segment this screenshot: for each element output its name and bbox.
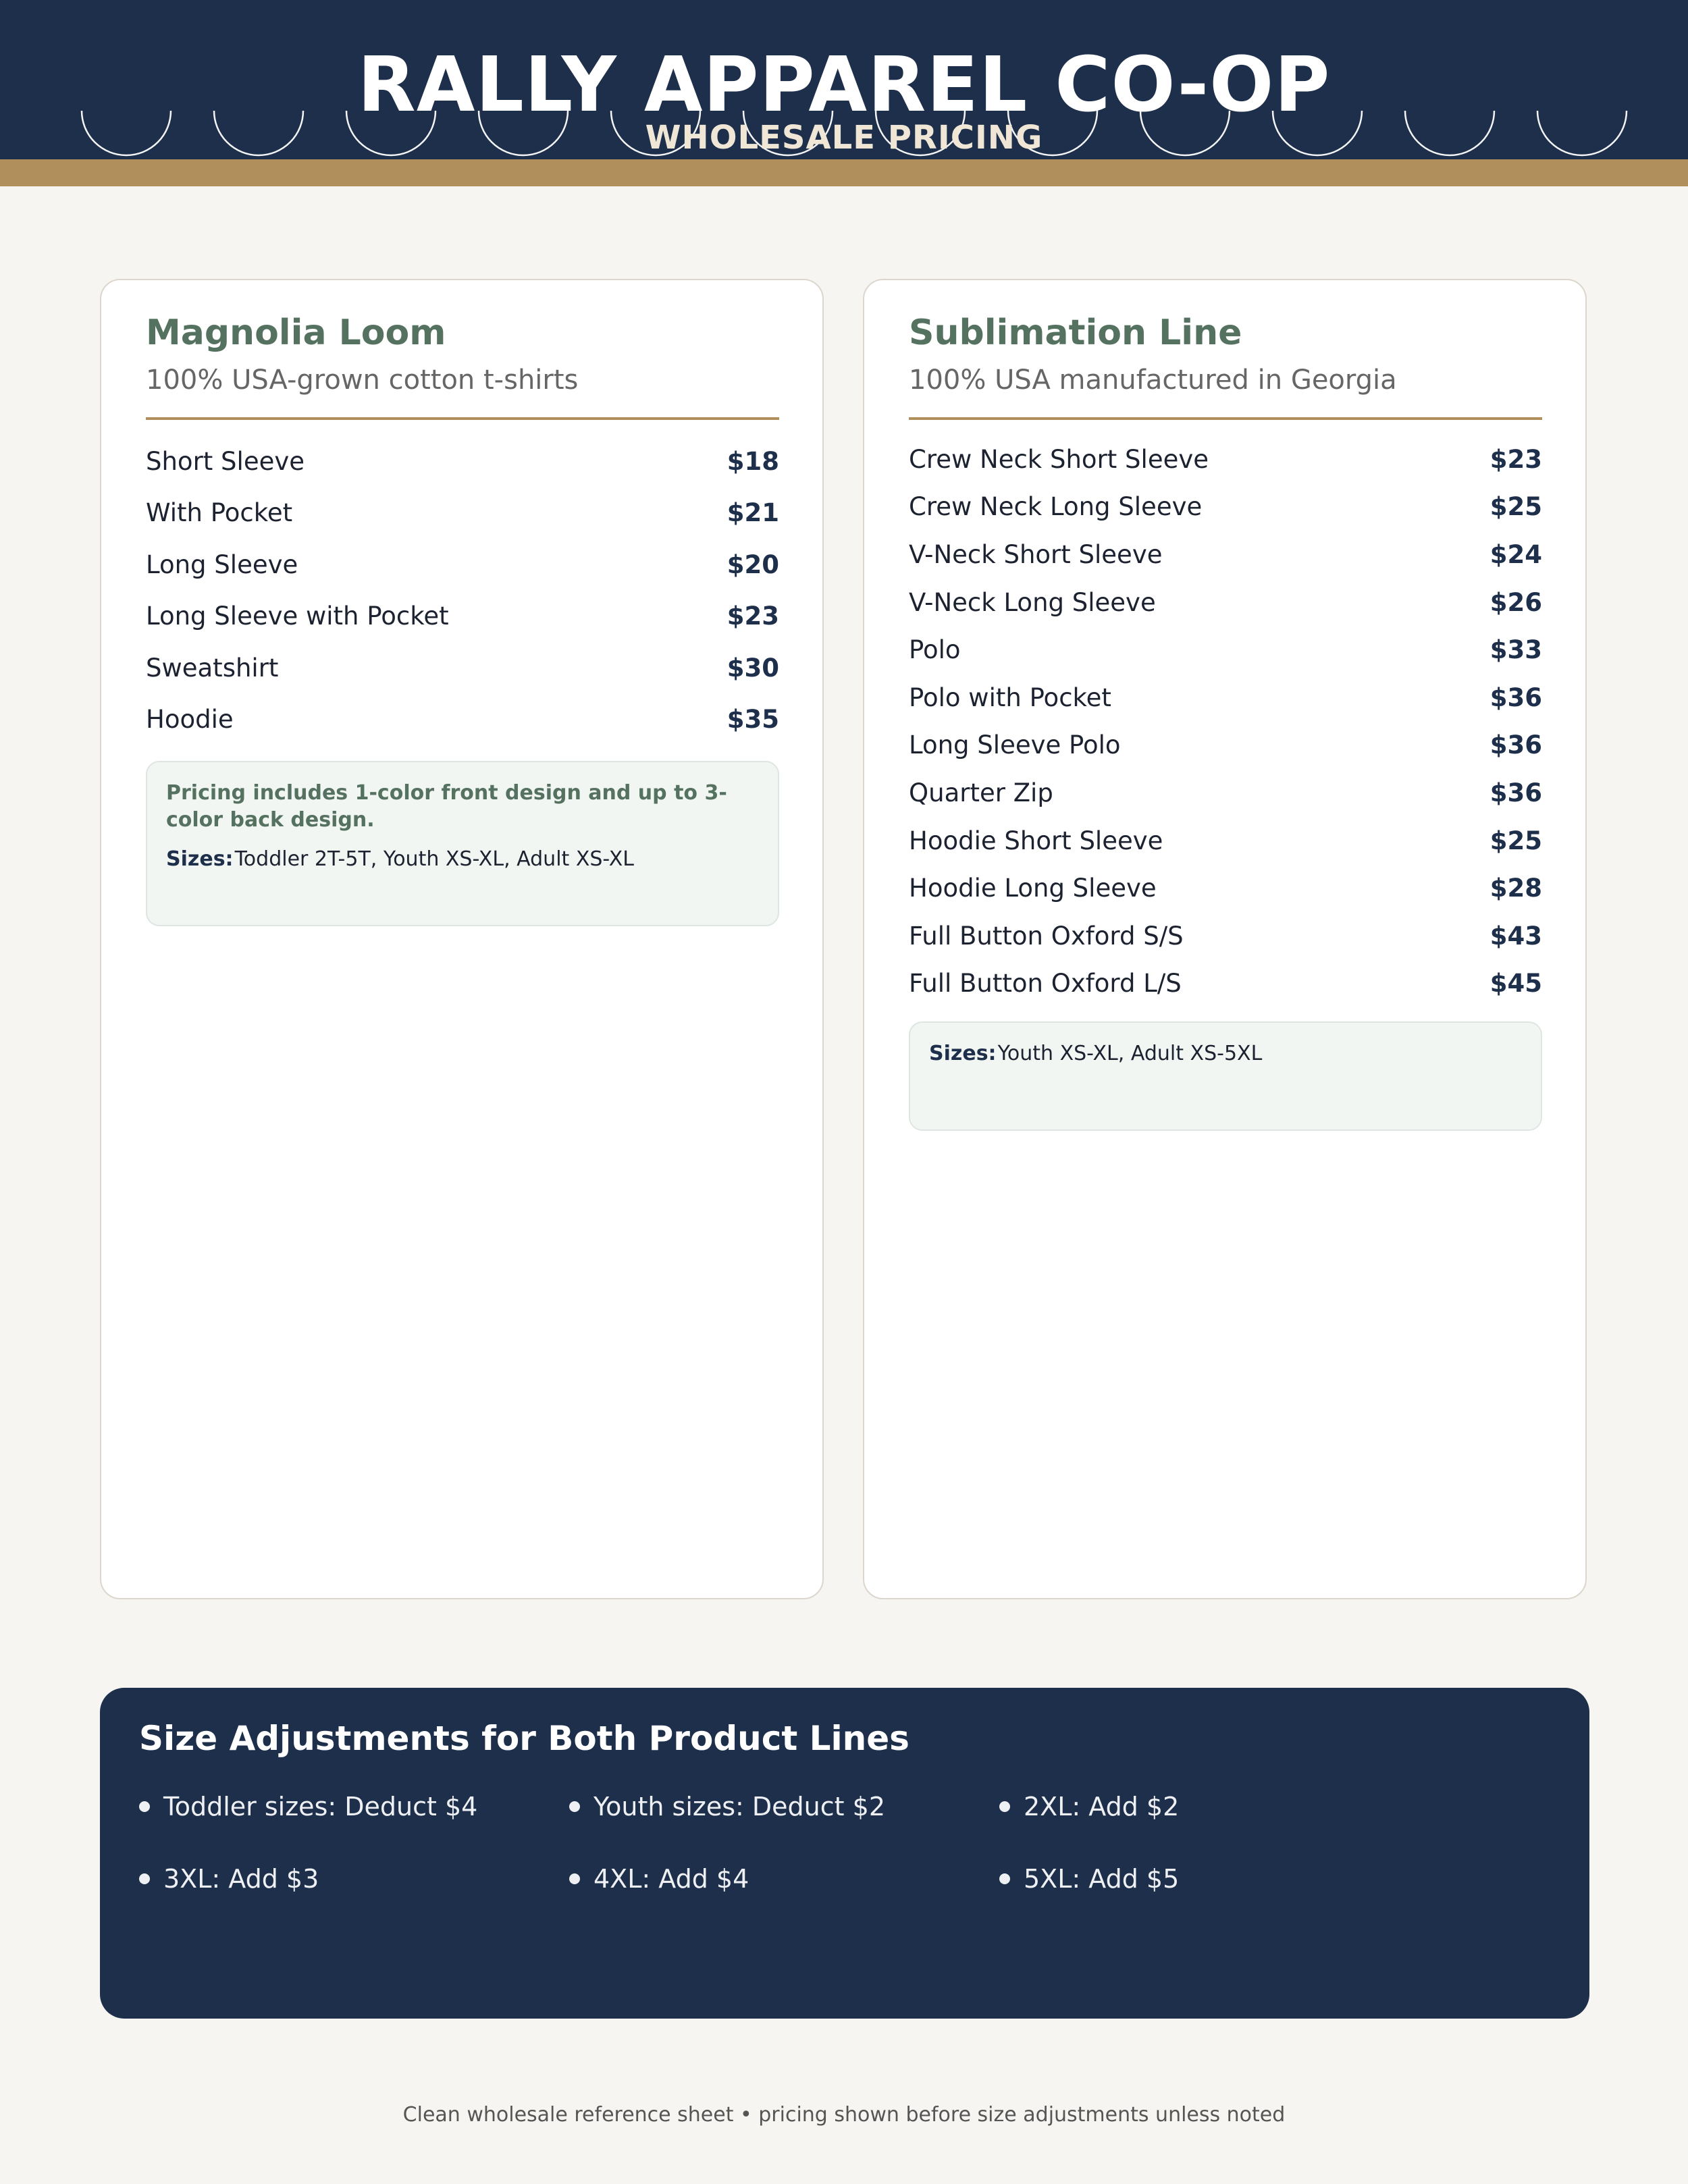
item-name: Quarter Zip bbox=[909, 778, 1053, 807]
price-row bbox=[146, 539, 779, 591]
adjustment-item bbox=[139, 1842, 569, 1915]
item-name: Polo with Pocket bbox=[909, 683, 1111, 712]
price-row bbox=[909, 769, 1542, 817]
price-row bbox=[909, 722, 1542, 770]
item-name: Polo bbox=[909, 635, 961, 665]
bullet-icon bbox=[999, 1801, 1010, 1812]
adjustment-text: 5XL: Add $5 bbox=[1024, 1863, 1180, 1894]
price-list bbox=[146, 435, 779, 745]
price-row bbox=[909, 531, 1542, 579]
gold-divider-band bbox=[0, 159, 1688, 186]
price-row bbox=[146, 435, 779, 487]
item-price: $24 bbox=[1489, 539, 1542, 569]
sizes-value: Toddler 2T-5T, Youth XS-XL, Adult XS-XL bbox=[234, 847, 635, 871]
bullet-icon bbox=[569, 1801, 580, 1812]
item-price: $26 bbox=[1489, 587, 1542, 617]
item-name: Hoodie bbox=[146, 705, 234, 735]
item-name: With Pocket bbox=[146, 498, 293, 528]
item-name: Long Sleeve Polo bbox=[909, 730, 1121, 760]
size-adjustments-panel bbox=[100, 1688, 1589, 2019]
page-subtitle: WHOLESALE PRICING bbox=[645, 119, 1043, 157]
item-price: $25 bbox=[1489, 492, 1542, 522]
adjustment-text: 4XL: Add $4 bbox=[594, 1863, 749, 1894]
price-row bbox=[909, 626, 1542, 674]
card-title: Sublimation Line bbox=[909, 313, 1242, 353]
bullet-icon bbox=[139, 1801, 150, 1812]
card-subtitle: 100% USA-grown cotton t-shirts bbox=[146, 365, 579, 396]
item-price: $18 bbox=[727, 446, 779, 476]
price-row bbox=[909, 579, 1542, 627]
price-list bbox=[909, 435, 1542, 1007]
item-price: $28 bbox=[1489, 874, 1542, 903]
item-price: $35 bbox=[727, 705, 779, 735]
item-name: Sweatshirt bbox=[146, 653, 279, 683]
adjustment-item bbox=[139, 1770, 569, 1842]
item-name: Hoodie Short Sleeve bbox=[909, 826, 1163, 855]
sizes-label: Sizes: bbox=[929, 1042, 997, 1065]
item-price: $20 bbox=[727, 550, 779, 579]
price-row bbox=[146, 642, 779, 694]
adjustment-item bbox=[999, 1770, 1429, 1842]
item-name: V-Neck Short Sleeve bbox=[909, 539, 1163, 569]
item-price: $21 bbox=[727, 498, 779, 528]
sizes-value: Youth XS-XL, Adult XS-5XL bbox=[997, 1042, 1263, 1065]
sizes-label: Sizes: bbox=[166, 847, 234, 871]
item-name: Hoodie Long Sleeve bbox=[909, 874, 1157, 903]
item-price: $33 bbox=[1489, 635, 1542, 665]
sublimation-line-card bbox=[863, 279, 1587, 1599]
item-price: $25 bbox=[1489, 826, 1542, 855]
item-name: Full Button Oxford S/S bbox=[909, 921, 1184, 951]
pricing-note-box bbox=[146, 761, 779, 926]
magnolia-loom-card bbox=[100, 279, 824, 1599]
item-price: $45 bbox=[1489, 969, 1542, 998]
sizes-line bbox=[166, 846, 759, 873]
pricing-note: Pricing includes 1-color front design and up to 3-color back design. bbox=[166, 781, 727, 832]
divider bbox=[146, 417, 779, 420]
item-price: $30 bbox=[727, 653, 779, 683]
footer-note: Clean wholesale reference sheet • pricing shown before size adjustments unless noted bbox=[402, 2103, 1286, 2127]
adjustments-title: Size Adjustments for Both Product Lines bbox=[139, 1719, 909, 1758]
price-row bbox=[909, 817, 1542, 865]
price-row bbox=[146, 591, 779, 643]
item-name: Short Sleeve bbox=[146, 446, 305, 476]
sizes-line bbox=[929, 1040, 1522, 1067]
bullet-icon bbox=[569, 1873, 580, 1884]
card-subtitle: 100% USA manufactured in Georgia bbox=[909, 365, 1397, 396]
header-banner bbox=[0, 0, 1688, 159]
adjustment-item bbox=[999, 1842, 1429, 1915]
item-name: Crew Neck Short Sleeve bbox=[909, 444, 1209, 474]
adjustment-item bbox=[569, 1842, 999, 1915]
adjustment-text: 2XL: Add $2 bbox=[1024, 1791, 1180, 1821]
item-price: $43 bbox=[1489, 921, 1542, 951]
sizes-note-box bbox=[909, 1021, 1542, 1131]
bullet-icon bbox=[999, 1873, 1010, 1884]
item-name: V-Neck Long Sleeve bbox=[909, 587, 1156, 617]
item-name: Long Sleeve bbox=[146, 550, 298, 579]
price-row bbox=[146, 487, 779, 539]
adjustment-text: Youth sizes: Deduct $2 bbox=[594, 1791, 885, 1821]
item-price: $23 bbox=[1489, 444, 1542, 474]
item-price: $23 bbox=[727, 602, 779, 631]
card-title: Magnolia Loom bbox=[146, 313, 446, 353]
item-name: Crew Neck Long Sleeve bbox=[909, 492, 1203, 522]
item-price: $36 bbox=[1489, 683, 1542, 712]
bullet-icon bbox=[139, 1873, 150, 1884]
adjustments-list bbox=[139, 1770, 1422, 1915]
item-price: $36 bbox=[1489, 778, 1542, 807]
divider bbox=[909, 417, 1542, 420]
price-row bbox=[909, 674, 1542, 722]
adjustment-text: 3XL: Add $3 bbox=[163, 1863, 319, 1894]
page-title: RALLY APPAREL CO-OP bbox=[357, 41, 1331, 129]
price-row bbox=[909, 483, 1542, 531]
item-name: Long Sleeve with Pocket bbox=[146, 602, 449, 631]
price-row bbox=[909, 864, 1542, 912]
item-price: $36 bbox=[1489, 730, 1542, 760]
item-name: Full Button Oxford L/S bbox=[909, 969, 1182, 998]
price-row bbox=[909, 960, 1542, 1008]
price-row bbox=[909, 912, 1542, 960]
price-row bbox=[146, 694, 779, 746]
adjustment-text: Toddler sizes: Deduct $4 bbox=[163, 1791, 478, 1821]
adjustment-item bbox=[569, 1770, 999, 1842]
price-row bbox=[909, 435, 1542, 483]
